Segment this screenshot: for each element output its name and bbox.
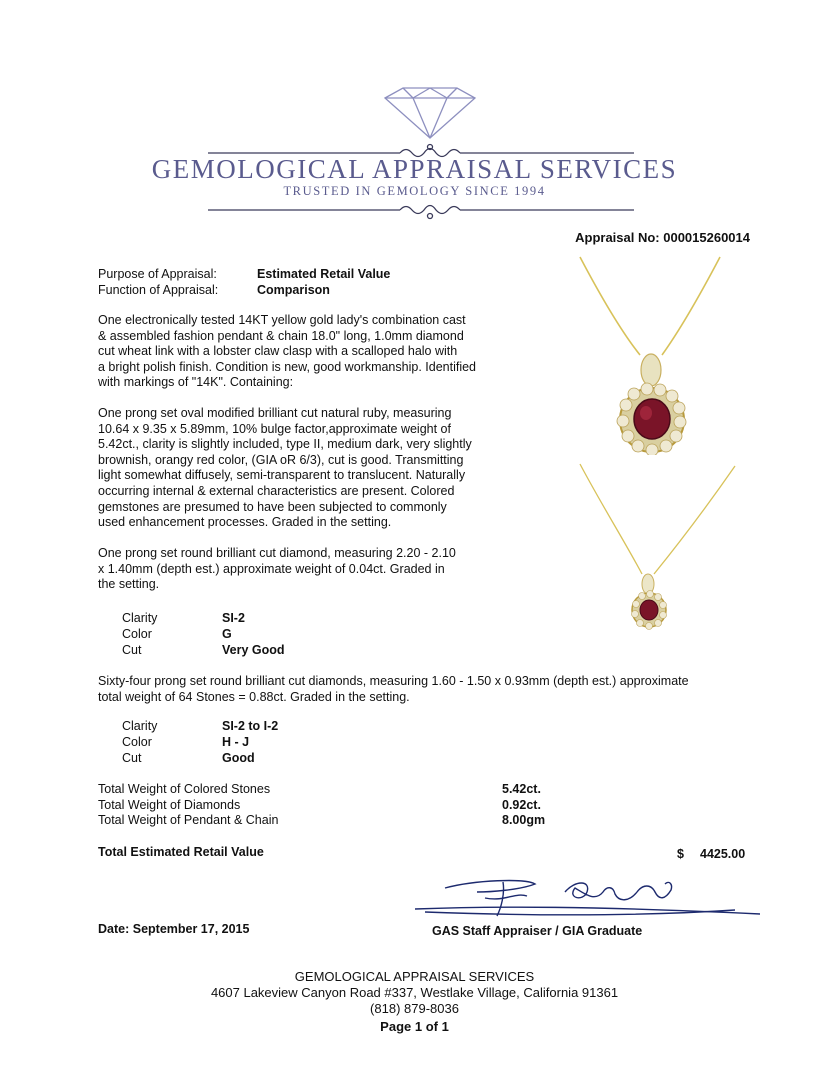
diamond1-line: One prong set round brilliant cut diamond, measuring 2.20 - 2.10 — [98, 546, 456, 560]
ruby-line: 5.42ct., clarity is slightly included, type II, medium dark, very slightly — [98, 437, 472, 452]
signature-icon — [415, 872, 765, 922]
diamond2-line: total weight of 64 Stones = 0.88ct. Graded in the setting. — [98, 689, 410, 704]
center-diamond-specs — [122, 610, 285, 658]
ruby-line: occurring internal & external characteristics are present. Colored — [98, 483, 455, 498]
diamond2-line: Sixty-four prong set round brilliant cut diamonds, measuring 1.60 - 1.50 x 0.93mm (depth est.) approximate — [98, 674, 689, 688]
ruby-line: brownish, orangy red color, (GIA oR 6/3), cut is good. Transmitting — [98, 452, 464, 467]
diamond1-line: x 1.40mm (depth est.) approximate weight of 0.04ct. Graded in — [98, 561, 445, 576]
page-number: Page 1 of 1 — [380, 1019, 449, 1034]
spec-value: Very Good — [222, 643, 285, 657]
ruby-line: used enhancement processes. Graded in the setting. — [98, 515, 392, 530]
description-line: with markings of "14K". Containing: — [98, 375, 294, 390]
description-line: & assembled fashion pendant & chain 18.0" long, 1.0mm diamond — [98, 328, 464, 343]
retail-value: 4425.00 — [700, 847, 746, 861]
item-description — [98, 313, 518, 391]
spec-value: Good — [222, 751, 255, 765]
purpose-label: Purpose of Appraisal: — [98, 267, 217, 281]
description-line: a bright polish finish. Condition is new, good workmanship. Identified — [98, 359, 476, 374]
currency-symbol: $ — [677, 847, 684, 861]
weight-totals — [98, 782, 546, 829]
ruby-line: 10.64 x 9.35 x 5.89mm, 10% bulge factor,approximate weight of — [98, 421, 451, 436]
ruby-line: light somewhat diffusely, semi-transparent to translucent. Naturally — [98, 468, 466, 483]
total-value: 0.92ct. — [502, 797, 541, 812]
spec-value: SI-2 to I-2 — [222, 719, 279, 733]
footer-address: 4607 Lakeview Canyon Road #337, Westlake Village, California 91361 — [210, 985, 619, 1000]
pendant-photo-small — [570, 462, 750, 632]
spec-row — [122, 734, 278, 750]
spec-label: Cut — [122, 643, 142, 657]
purpose-row — [98, 266, 390, 282]
appraiser-title: GAS Staff Appraiser / GIA Graduate — [432, 924, 643, 938]
purpose-value: Estimated Retail Value — [257, 267, 391, 281]
spec-row — [122, 718, 278, 734]
spec-label: Clarity — [122, 611, 158, 625]
spec-label: Clarity — [122, 719, 158, 733]
total-label: Total Weight of Colored Stones — [98, 782, 271, 796]
description-line: cut wheat link with a lobster claw clasp with a scalloped halo with — [98, 344, 458, 359]
logo-title: GEMOLOGICAL APPRAISAL SERVICES — [151, 154, 678, 184]
spec-label: Cut — [122, 751, 142, 765]
spec-value: G — [222, 627, 232, 641]
footer-phone: (818) 879-8036 — [370, 1001, 459, 1016]
melee-diamond-specs — [122, 718, 278, 766]
logo-subtitle: TRUSTED IN GEMOLOGY SINCE 1994 — [283, 184, 546, 198]
spec-value: H - J — [222, 735, 250, 749]
ruby-line: One prong set oval modified brilliant cut natural ruby, measuring — [98, 406, 452, 420]
center-diamond-description — [98, 546, 518, 593]
total-row — [98, 797, 541, 814]
function-label: Function of Appraisal: — [98, 283, 219, 297]
total-value: 5.42ct. — [502, 782, 541, 796]
pendant-photo-large — [560, 255, 760, 455]
ruby-line: gemstones are presumed to have been subjected to commonly — [98, 499, 447, 514]
appraisal-date: Date: September 17, 2015 — [98, 922, 250, 936]
diamond1-line: the setting. — [98, 577, 160, 592]
retail-value-label: Total Estimated Retail Value — [98, 845, 264, 859]
description-line: One electronically tested 14KT yellow gold lady's combination cast — [98, 313, 466, 327]
spec-row — [122, 642, 285, 658]
total-row — [98, 813, 546, 829]
company-logo — [0, 0, 829, 232]
total-label: Total Weight of Pendant & Chain — [98, 813, 279, 827]
total-value: 8.00gm — [502, 813, 546, 827]
spec-value: SI-2 — [222, 611, 245, 625]
spec-row — [122, 610, 285, 626]
spec-row — [122, 750, 278, 766]
footer-company: GEMOLOGICAL APPRAISAL SERVICES — [294, 969, 535, 984]
total-row — [98, 782, 541, 798]
appraisal-number: Appraisal No: 000015260014 — [575, 230, 750, 245]
function-row — [98, 282, 330, 298]
spec-row — [122, 626, 285, 642]
ruby-description — [98, 406, 518, 531]
melee-diamonds-description — [98, 674, 748, 705]
spec-label: Color — [122, 627, 152, 641]
function-value: Comparison — [257, 283, 330, 297]
spec-label: Color — [122, 735, 152, 749]
total-label: Total Weight of Diamonds — [98, 797, 241, 812]
